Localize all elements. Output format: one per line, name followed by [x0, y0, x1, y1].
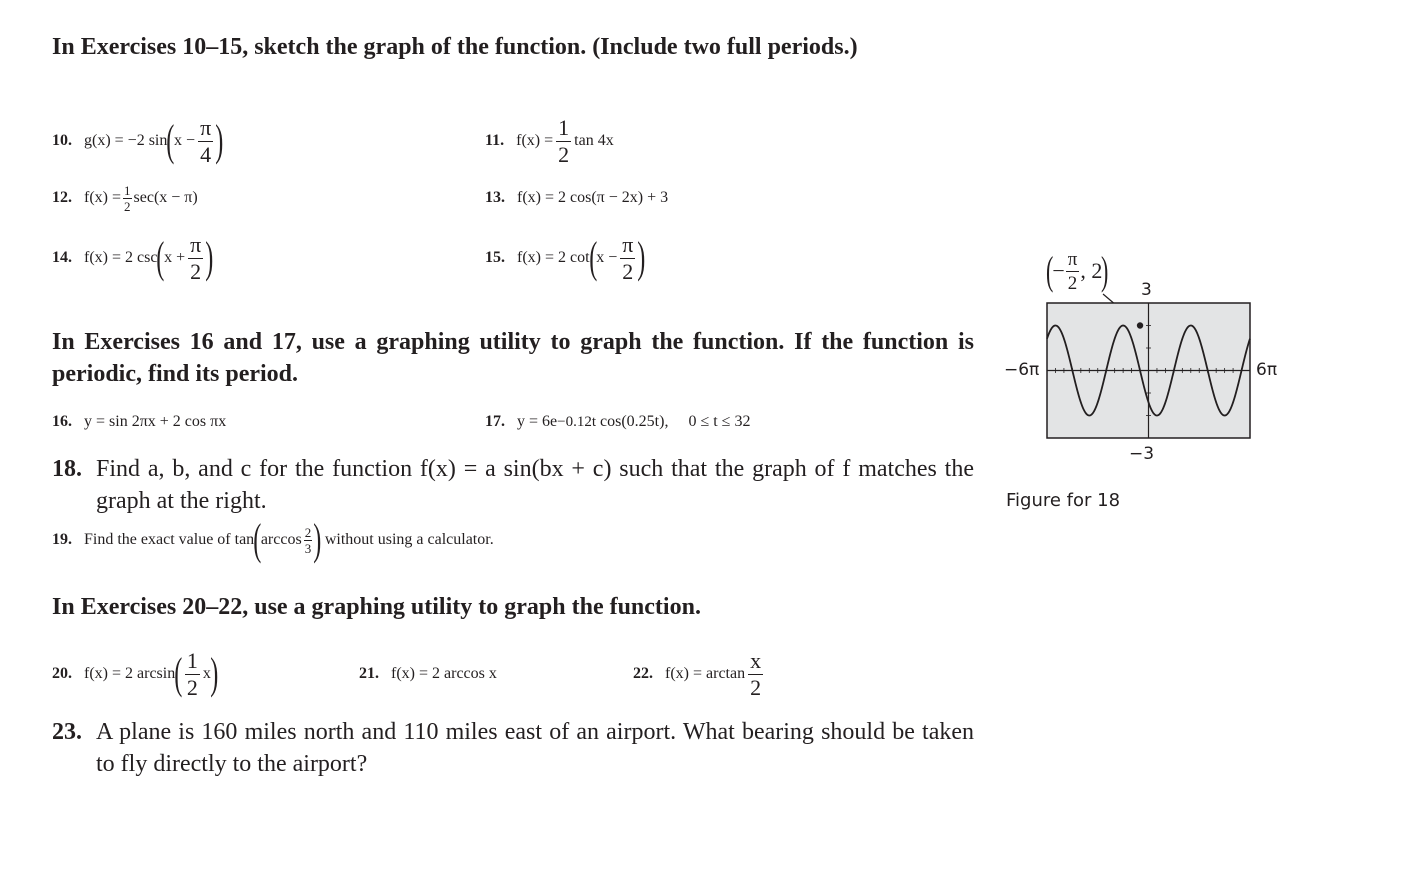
exercise-number: 20. [52, 665, 72, 682]
figure-ymin-label: −3 [1129, 444, 1155, 464]
exercise-number: 15. [485, 249, 505, 266]
figure-point-label: ( − $\frac{\pi}{2}$ , 2 ) [1045, 248, 1109, 294]
point-marker [1137, 322, 1143, 328]
section-heading-10-15: In Exercises 10–15, sketch the graph of the function. (Include two full periods.) [52, 34, 858, 60]
exercise-15: 15. f(x) = 2 cot ( x − $\frac{\pi}{2}$ ) [485, 231, 646, 284]
exercise-number: 16. [52, 413, 72, 430]
exercise-number: 10. [52, 132, 72, 149]
exercise-number: 21. [359, 665, 379, 682]
exercise-number: 13. [485, 189, 505, 206]
exercise-19: 19. Find the exact value of tan ( arccos 2 3 ) without using a calculator. [52, 515, 494, 564]
figure-18-graph [1000, 280, 1280, 450]
exercise-14: 14. f(x) = 2 csc ( x + $\frac{\pi}{2}$ ) [52, 231, 214, 284]
exercise-number: 23. [52, 719, 82, 745]
exercise-number: 12. [52, 189, 72, 206]
exercise-23: 23. A plane is 160 miles north and 110 miles east of an airport. What bearing should be taken to fly directly to the airport? [52, 716, 974, 780]
figure-ymax-label: 3 [1141, 280, 1152, 300]
exercise-22: 22. f(x) = arctan $\frac{x}{2}$ [633, 647, 762, 700]
exercise-20: 20. f(x) = 2 arcsin ( $\frac{1}{2}$ x ) [52, 647, 219, 700]
exercise-16: 16. y = sin 2πx + 2 cos πx [52, 413, 227, 430]
figure-xmin-label: −6π [1004, 360, 1040, 380]
exercise-17: 17. y = 6e −0.12t cos(0.25t), 0 ≤ t ≤ 32 [485, 413, 751, 430]
exercise-12: 12. f(x) = $\frac{1}{2}$ sec(x − π) [52, 182, 198, 214]
exercise-number: 19. [52, 531, 72, 548]
exercise-10: 10. g(x) = −2 sin ( x − $\frac{\pi}{4}$ ) [52, 114, 224, 167]
exercise-number: 17. [485, 413, 505, 430]
figure-caption: Figure for 18 [1006, 490, 1121, 511]
exercise-number: 11. [485, 132, 505, 149]
exercise-11: 11. f(x) = $\frac{1}{2}$ tan 4x [485, 114, 614, 167]
section-heading-20-22: In Exercises 20–22, use a graphing utility to graph the function. [52, 594, 701, 620]
exercise-18: 18. Find a, b, and c for the function f(x) = a sin(bx + c) such that the graph of f matches the graph at the right. [52, 453, 974, 517]
exercise-number: 14. [52, 249, 72, 266]
exercise-number: 22. [633, 665, 653, 682]
exercise-number: 18. [52, 456, 82, 482]
section-heading-16-17: In Exercises 16 and 17, use a graphing utility to graph the function. If the function is periodic, find its period. [52, 329, 974, 387]
figure-xmax-label: 6π [1256, 360, 1278, 380]
exercise-21: 21. f(x) = 2 arccos x [359, 665, 497, 682]
exercise-13: 13. f(x) = 2 cos(π − 2x) + 3 [485, 189, 669, 206]
